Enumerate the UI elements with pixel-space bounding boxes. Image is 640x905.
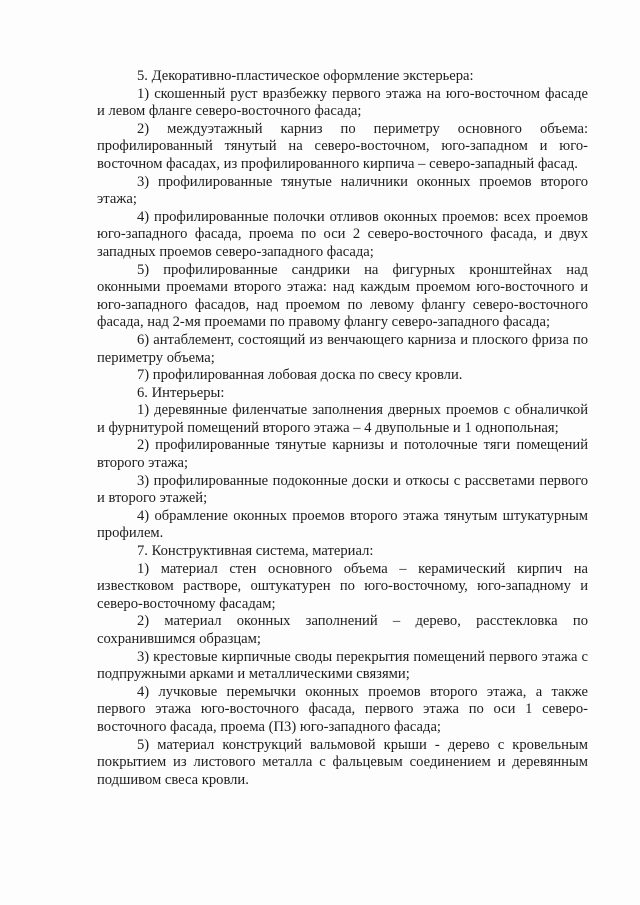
- section-heading-exterior: 5. Декоративно-пластическое оформление экстерьера:: [137, 68, 474, 84]
- list-item: 3) профилированные подоконные доски и откосы с рассветами первого и второго этажей;: [97, 472, 588, 507]
- list-item: 4) обрамление оконных проемов второго этажа тянутым штукатурным профилем.: [97, 507, 588, 542]
- list-item: 3) крестовые кирпичные своды перекрытия помещений первого этажа с подпружными арками и металлическими связями;: [97, 648, 588, 683]
- document-body: [97, 68, 588, 789]
- list-item: 3) профилированные тянутые наличники оконных проемов второго этажа;: [97, 173, 588, 208]
- list-item: 4) лучковые перемычки оконных проемов второго этажа, а также первого этажа юго-восточного фасада, первого этажа по оси 1 северо-восточного фасада, проема (П3) юго-западного фасада;: [97, 683, 588, 735]
- list-item: 1) скошенный руст вразбежку первого этажа на юго-восточном фасаде и левом фланге северо-восточного фасада;: [97, 85, 588, 120]
- list-item: 2) профилированные тянутые карнизы и потолочные тяги помещений второго этажа;: [97, 437, 588, 472]
- section-heading-interiors: 6. Интерьеры:: [137, 384, 225, 401]
- list-item: 2) материал оконных заполнений – дерево, расстекловка по сохранившимся образцам;: [97, 613, 588, 647]
- list-item: 4) профилированные полочки отливов оконных проемов: всех проемов юго-западного фасада, проема по оси 2 северо-восточного фасада, и двух западных проемов северо-западного фасада;: [97, 208, 588, 260]
- list-item: 1) деревянные филенчатые заполнения дверных проемов с обналичкой и фурнитурой помещений второго этажа – 4 двупольные и 1 однопольная;: [97, 402, 588, 436]
- list-item: 2) междуэтажный карниз по периметру основного объема: профилированный тянутый на северо-восточном, юго-западном и юго-восточном фасадах, из профилированного кирпича – северо-западный фасад.: [97, 120, 588, 172]
- list-item: 7) профилированная лобовая доска по свесу кровли.: [137, 367, 463, 384]
- list-item: 5) профилированные сандрики на фигурных кронштейнах над оконными проемами второго этажа: над каждым проемом юго-восточного и юго-западного фасадов, над проемом по левому флангу северо-восточного фасада, над 2-мя проемами по правому флангу северо-западного фасада;: [97, 261, 588, 331]
- list-item: 1) материал стен основного объема – керамический кирпич на известковом растворе, оштукатурен по юго-восточному, юго-западному и северо-восточному фасадам;: [97, 560, 588, 612]
- list-item: 5) материал конструкций вальмовой крыши - дерево с кровельным покрытием из листового металла с фальцевым соединением и деревянным подшивом свеса кровли.: [97, 736, 588, 788]
- list-item: 6) антаблемент, состоящий из венчающего карниза и плоского фриза по периметру объема;: [97, 331, 588, 366]
- section-heading-structure: 7. Конструктивная система, материал:: [137, 543, 374, 560]
